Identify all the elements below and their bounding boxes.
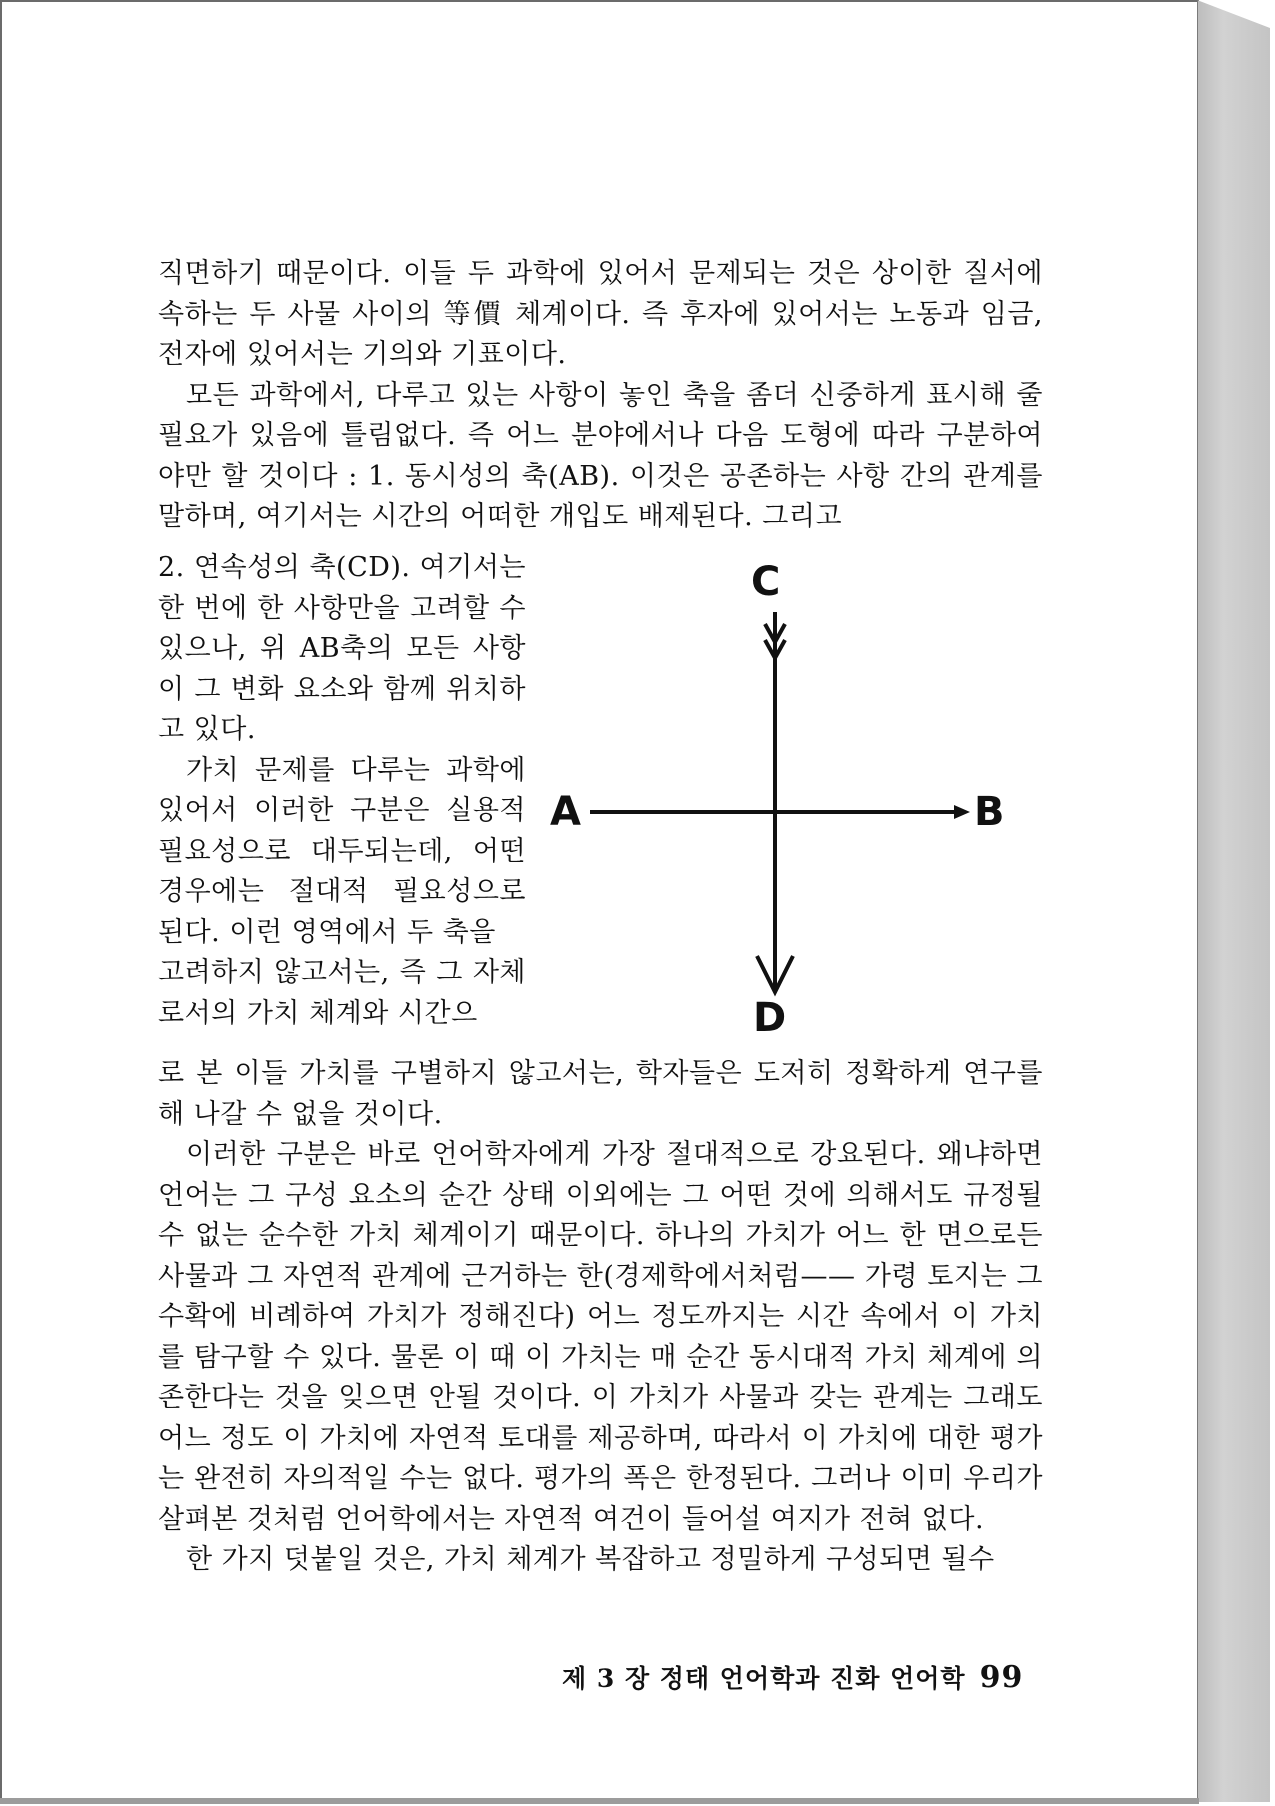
running-footer [562, 1659, 1022, 1695]
paragraph: 2. 연속성의 축(CD). 여기서는 한 번에 한 사항만을 고려할 수 있으나, 위 AB축의 모든 사항이 그 변화 요소와 함께 위치하고 있다. [158, 552, 526, 745]
text-block-top [158, 254, 1043, 538]
paragraph: 모든 과학에서, 다루고 있는 사항이 놓인 축을 좀더 신중하게 표시해 줄 필요가 있음에 틀림없다. 즉 어느 분야에서나 다음 도형에 따라 구분하여야만 할 것이다 : 1. 동시성의 축(AB). 이것은 공존하는 사항 간의 관계를 말하며, 여기서는 시간의 어떠한 개입도 배제된다. 그리고 [158, 379, 1043, 532]
axis-ab-arrowhead [954, 805, 970, 819]
text-block-beside-figure [158, 548, 526, 1034]
label-c: C [751, 559, 781, 605]
paragraph-continuation: 고려하지 않고서는, 즉 그 자체로서의 가치 체계와 시간으 [158, 957, 526, 1029]
text-block-bottom [158, 1054, 1043, 1581]
paragraph: 가치 문제를 다루는 과학에 있어서 이러한 구분은 실용적 필요성으로 대두되는데, 어떤 경우에는 절대적 필요성으로 된다. 이런 영역에서 두 축을 [158, 754, 526, 948]
page-number: 99 [979, 1660, 1024, 1695]
page-stack-edge [1197, 0, 1270, 1802]
chapter-title: 제 3 장 정태 언어학과 진화 언어학 [562, 1664, 966, 1693]
paragraph: 한 가지 덧붙일 것은, 가치 체계가 복잡하고 정밀하게 구성되면 될수 [186, 1544, 995, 1575]
label-b: B [974, 789, 1005, 835]
page-bottom-edge [0, 1798, 1199, 1804]
paragraph: 직면하기 때문이다. 이들 두 과학에 있어서 문제되는 것은 상이한 질서에 속하는 두 사물 사이의 等價 체계이다. 즉 후자에 있어서는 노동과 임금, 전자에 있어서는 기의와 기표이다. [158, 258, 1043, 370]
paragraph: 로 본 이들 가치를 구별하지 않고서는, 학자들은 도저히 정확하게 연구를 해 나갈 수 없을 것이다. [158, 1058, 1043, 1130]
axis-diagram [550, 559, 1020, 1042]
label-a: A [550, 789, 581, 835]
paragraph: 이러한 구분은 바로 언어학자에게 가장 절대적으로 강요된다. 왜냐하면 언어는 그 구성 요소의 순간 상태 이외에는 그 어떤 것에 의해서도 규정될 수 없는 순수한 가치 체계이기 때문이다. 하나의 가치가 어느 한 면으로든 사물과 그 자연적 관계에 근거하는 한(경제학에서처럼—— 가령 토지는 그 수확에 비례하여 가치가 정해진다) 어느 정도까지는 시간 속에서 이 가치를 탐구할 수 있다. 물론 이 때 이 가치는 매 순간 동시대적 가치 체계에 의존한다는 것을 잊으면 안될 것이다. 이 가치가 사물과 갖는 관계는 그래도 어느 정도 이 가치에 자연적 토대를 제공하며, 따라서 이 가치에 대한 평가는 완전히 자의적일 수는 없다. 평가의 폭은 한정된다. 그러나 이미 우리가 살펴본 것처럼 언어학에서는 자연적 여건이 들어설 여지가 전혀 없다. [158, 1139, 1043, 1535]
axis-diagram-svg [550, 559, 1020, 1042]
label-d: D [753, 995, 787, 1041]
